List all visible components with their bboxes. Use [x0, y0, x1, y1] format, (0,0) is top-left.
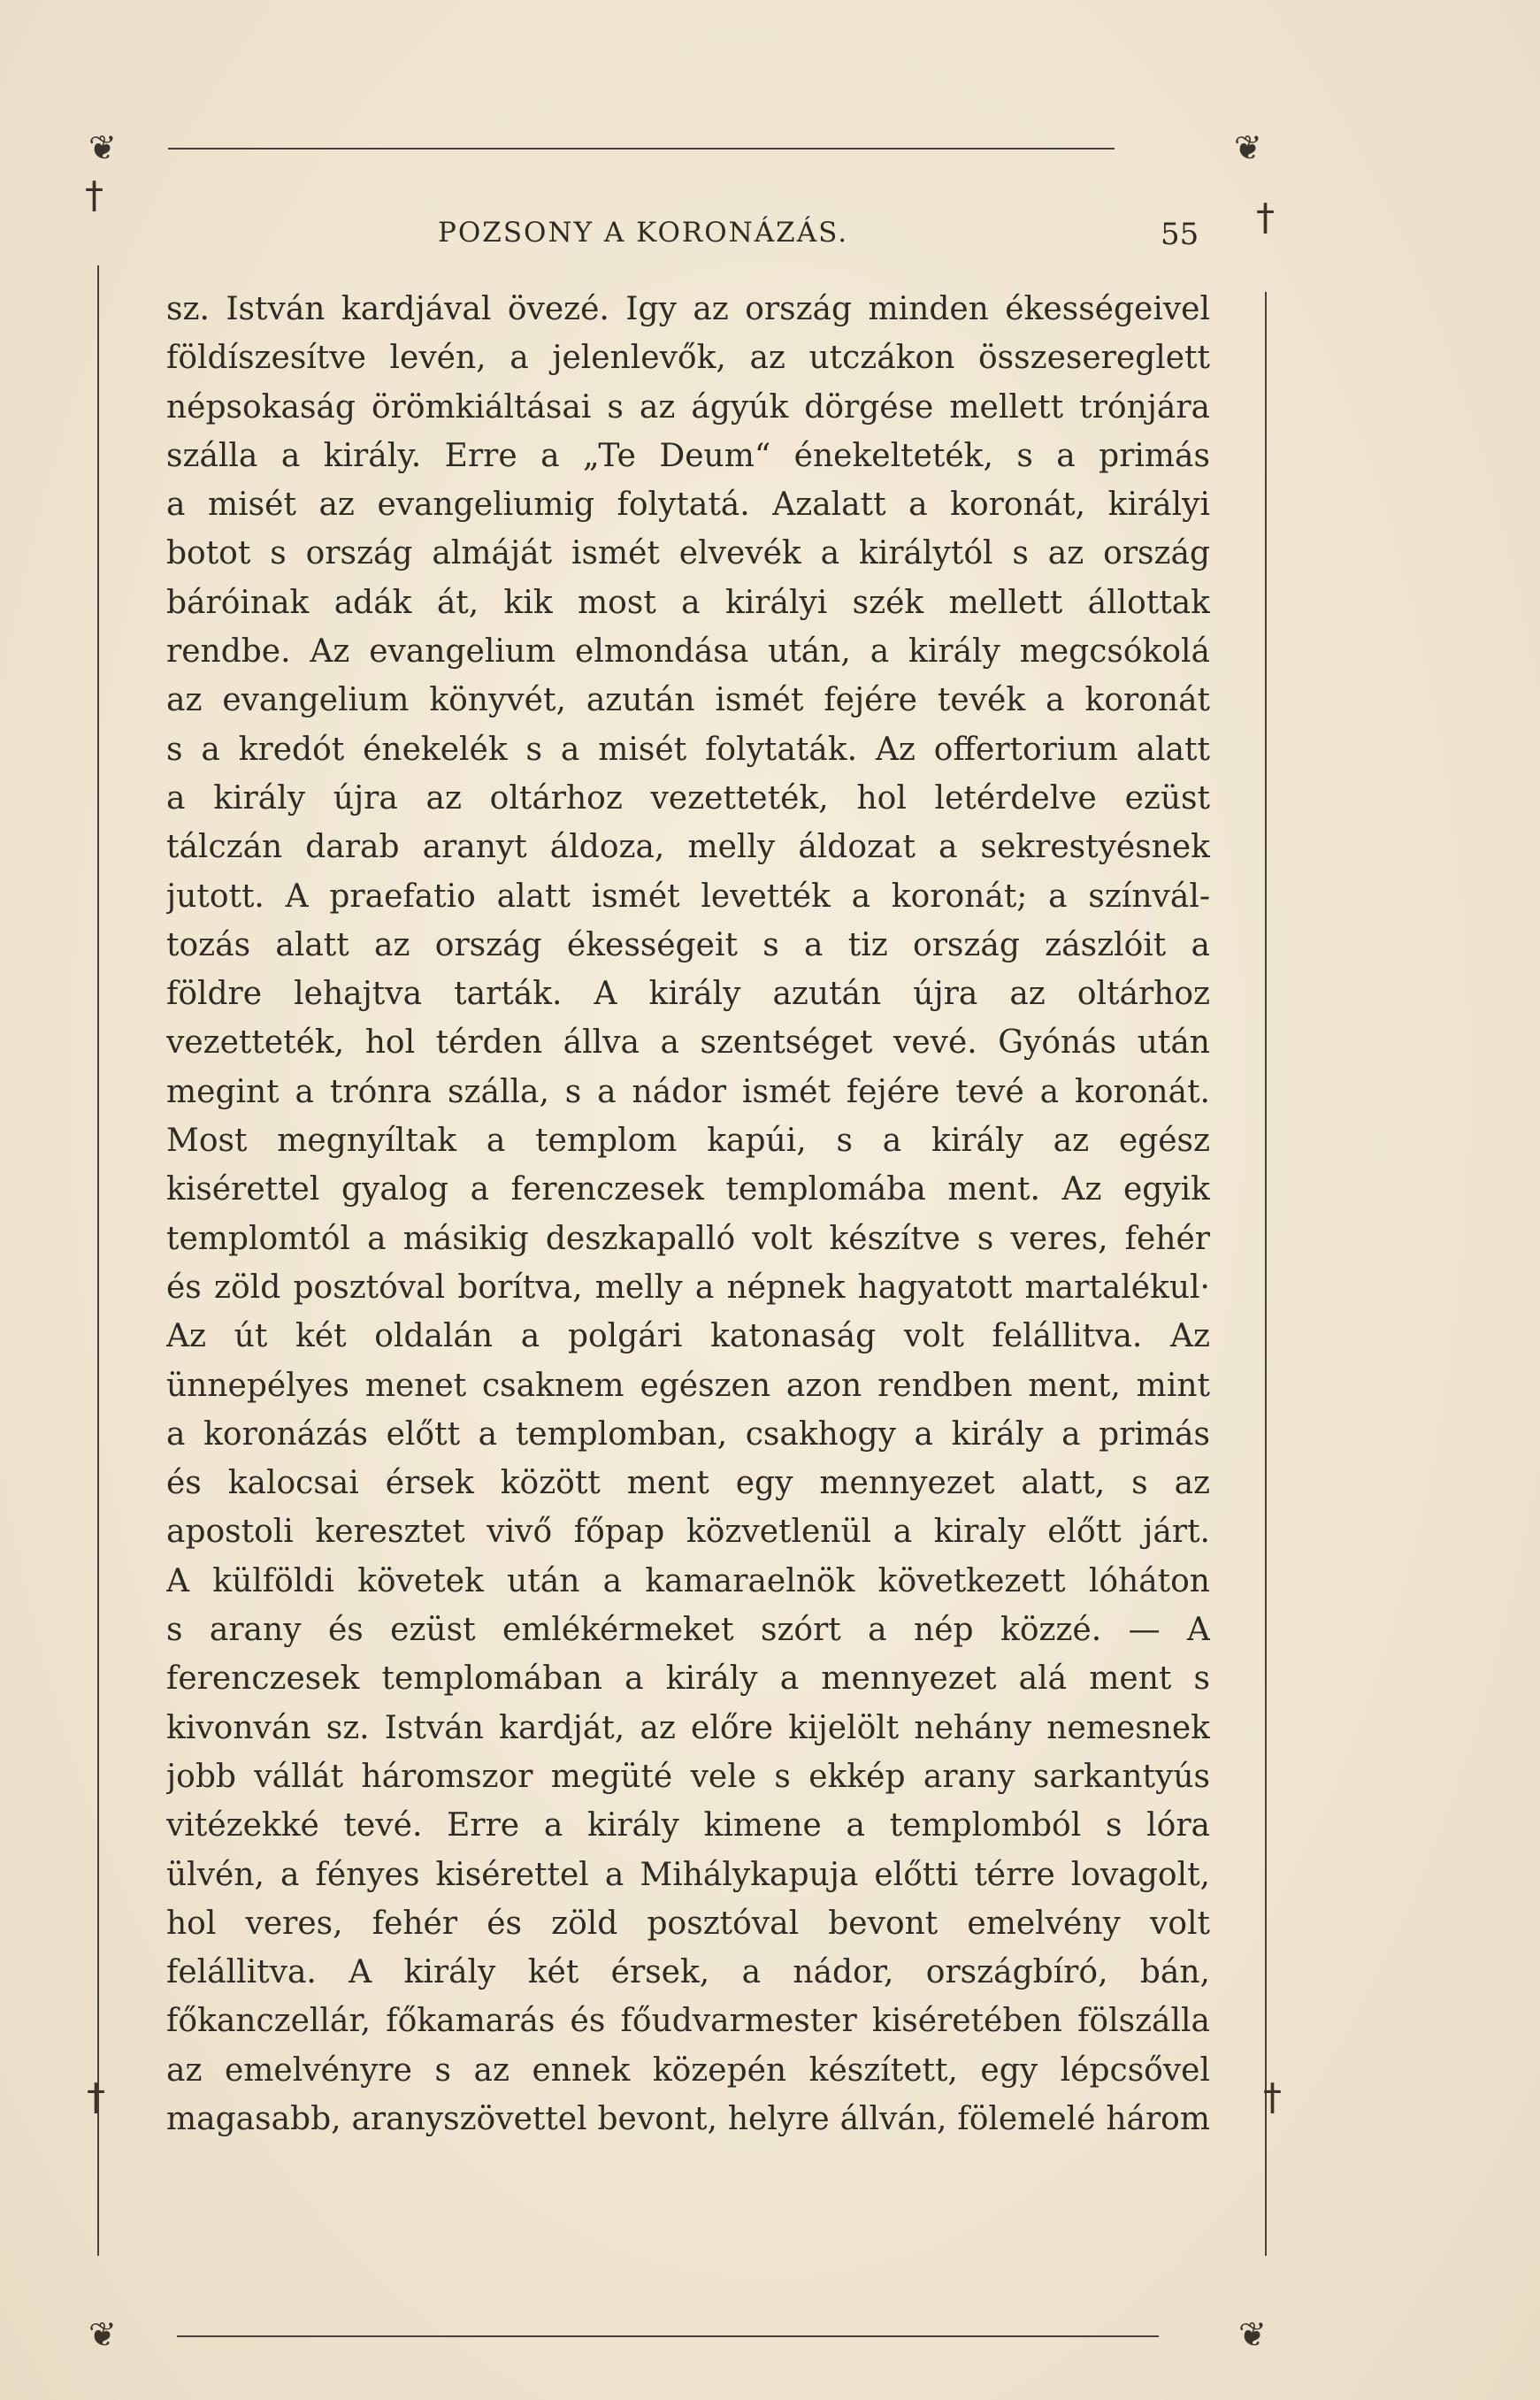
- text-line: ülvén, a fényes kisérettel a Mihálykapuja előtti térre lovagolt,: [166, 1856, 1210, 1893]
- cross-ornament-icon: †: [87, 2075, 105, 2119]
- text-line: vezetteték, hol térden állva a szentséget vevé. Gyónás után: [166, 1024, 1210, 1062]
- text-line: a király újra az oltárhoz vezetteték, hol letérdelve ezüst: [166, 779, 1210, 817]
- corner-ornament-icon: ❦: [88, 128, 117, 167]
- text-line: báróinak adák át, kik most a királyi szék mellett állottak: [166, 584, 1210, 621]
- left-border-line: [97, 265, 99, 2256]
- text-line: vitézekké tevé. Erre a király kimene a templomból s lóra: [166, 1807, 1210, 1844]
- text-line: jutott. A praefatio alatt ismét levették a koronát; a színvál-: [166, 878, 1210, 915]
- text-line: ünnepélyes menet csaknem egészen azon rendben ment, mint: [166, 1367, 1210, 1404]
- text-line: és zöld posztóval borítva, melly a népnek hagyatott martalékul·: [166, 1269, 1210, 1306]
- body-text: [166, 285, 1210, 2143]
- text-line: apostoli keresztet vivő főpap közvetlenül a kiraly előtt járt.: [166, 1514, 1210, 1551]
- text-line: a misét az evangeliumig folytatá. Azalatt a koronát, királyi: [166, 487, 1210, 524]
- text-line: felállitva. A király két érsek, a nádor, országbíró, bán,: [166, 1954, 1210, 1991]
- right-border-line: [1265, 292, 1267, 2256]
- text-line: az emelvényre s az ennek közepén készített, egy lépcsővel: [166, 2051, 1210, 2089]
- text-line: sz. István kardjával övezé. Igy az ország minden ékességeivel: [166, 291, 1210, 327]
- text-line: az evangelium könyvét, azután ismét fejére tevék a koronát: [166, 682, 1210, 719]
- text-line: Az út két oldalán a polgári katonaság volt felállitva. Az: [166, 1318, 1210, 1355]
- text-line: jobb vállát háromszor megüté vele s ekkép arany sarkantyús: [166, 1758, 1210, 1795]
- corner-ornament-icon: ❦: [1238, 2315, 1267, 2354]
- text-line: botot s ország almáját ismét elvevék a királytól s az ország: [166, 535, 1210, 572]
- corner-ornament-icon: ❦: [1234, 128, 1262, 167]
- text-line: tozás alatt az ország ékességeit s a tiz ország zászlóit a: [166, 926, 1210, 963]
- bottom-rule: [177, 2335, 1159, 2337]
- cross-ornament-icon: †: [1256, 196, 1275, 239]
- page-header: [168, 217, 1212, 261]
- text-line: tálczán darab aranyt áldoza, melly áldozat a sekrestyésnek: [166, 829, 1210, 866]
- text-line: és kalocsai érsek között ment egy mennyezet alatt, s az: [166, 1465, 1210, 1502]
- running-title: POZSONY A KORONÁZÁS.: [438, 217, 849, 249]
- cross-ornament-icon: †: [1263, 2075, 1282, 2119]
- text-line: s arany és ezüst emlékérmeket szórt a nép közzé. — A: [166, 1612, 1210, 1649]
- text-line: megint a trónra szálla, s a nádor ismét fejére tevé a koronát.: [166, 1073, 1210, 1110]
- text-line: magasabb, aranyszövettel bevont, helyre állván, fölemelé három: [166, 2100, 1210, 2137]
- text-line: ferenczesek templomában a király a mennyezet alá ment s: [166, 1660, 1210, 1698]
- page-number: 55: [1161, 217, 1199, 252]
- text-line: szálla a király. Erre a „Te Deum“ énekelteték, s a primás: [166, 437, 1210, 474]
- text-line: földre lehajtva tarták. A király azután újra az oltárhoz: [166, 976, 1210, 1013]
- text-line: s a kredót énekelék s a misét folytaták. Az offertorium alatt: [166, 731, 1210, 768]
- text-line: rendbe. Az evangelium elmondása után, a király megcsókolá: [166, 633, 1210, 671]
- text-line: hol veres, fehér és zöld posztóval bevont emelvény volt: [166, 1905, 1210, 1942]
- text-line: földíszesítve levén, a jelenlevők, az utczákon összesereglett: [166, 340, 1210, 377]
- corner-ornament-icon: ❦: [88, 2315, 117, 2354]
- cross-ornament-icon: †: [85, 173, 103, 217]
- text-line: a koronázás előtt a templomban, csakhogy a király a primás: [166, 1415, 1210, 1453]
- text-line: Most megnyíltak a templom kapúi, s a király az egész: [166, 1123, 1210, 1160]
- text-line: kisérettel gyalog a ferenczesek templomába ment. Az egyik: [166, 1171, 1210, 1208]
- text-line: főkanczellár, főkamarás és főudvarmester kiséretében fölszálla: [166, 2003, 1210, 2040]
- text-line: templomtól a másikig deszkapalló volt készítve s veres, fehér: [166, 1220, 1210, 1257]
- text-line: népsokaság örömkiáltásai s az ágyúk dörgése mellett trónjára: [166, 388, 1210, 426]
- text-line: A külföldi követek után a kamaraelnök következett lóháton: [166, 1562, 1210, 1599]
- text-line: kivonván sz. István kardját, az előre kijelölt nehány nemesnek: [166, 1709, 1210, 1746]
- top-rule: [168, 148, 1115, 150]
